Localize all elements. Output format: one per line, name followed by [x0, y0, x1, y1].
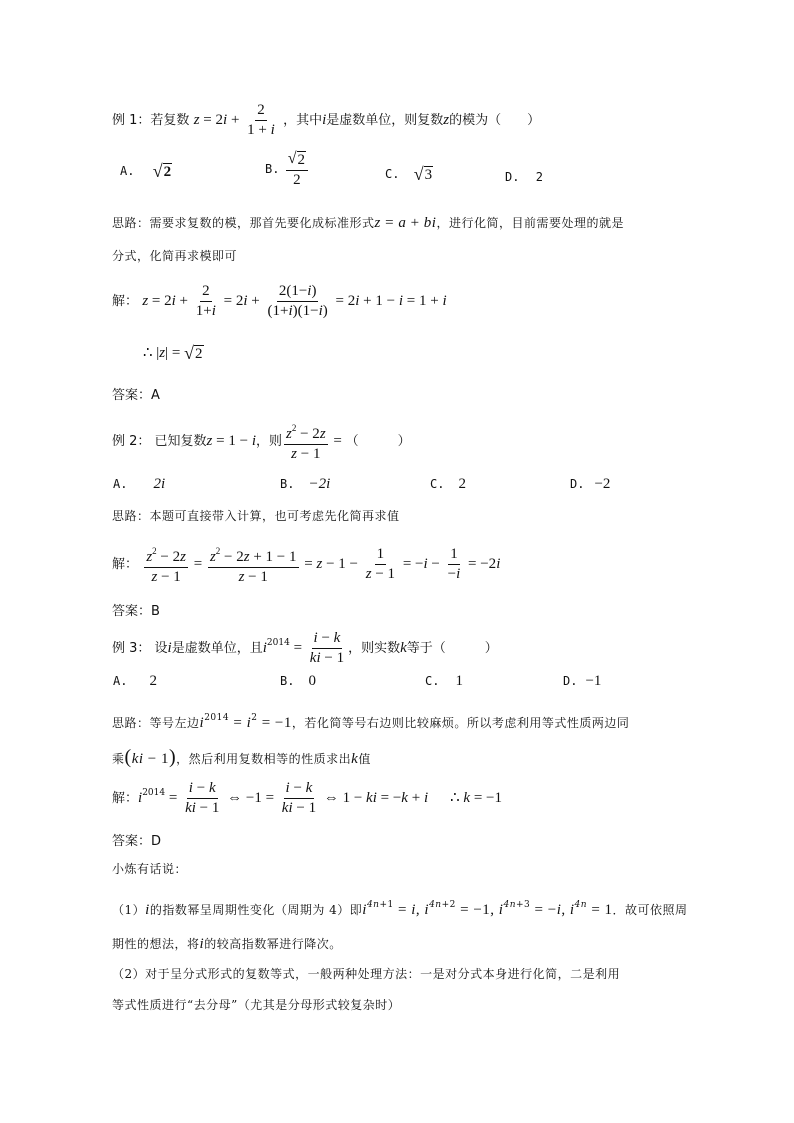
example-2-answer: 答案：B	[112, 604, 160, 619]
example-1-option-c: C. √ 3	[385, 164, 433, 184]
summary-point-1-line1: （1）i的指数幂呈周期性变化（周期为 4）即$i^{4n+1} = i$, $i^{4n+2} = -1$, $i^{4n+3} = -i$, $i^{4n} = 1$．故可依照周	[112, 900, 688, 918]
example-1-thought-line1: 思路：需要求复数的模，那首先要化成标准形式z = a + bi，进行化简，目前需要处理的就是	[112, 215, 624, 231]
example-2-option-a: A. 2i	[113, 476, 166, 492]
example-2-thought: 思路：本题可直接带入计算，也可考虑先化简再求值	[112, 509, 400, 523]
example-3-answer: 答案：D	[112, 834, 162, 849]
summary-point-1-line2: 期性的想法，将i的较高指数幂进行降次。	[112, 936, 342, 952]
summary-title: 小炼有话说：	[112, 862, 188, 876]
example-1-thought-line2: 分式，化简再求模即可	[112, 249, 238, 263]
example-3-solution: 解：$i^{2014}$ = $\frac{i - k}{ki - 1}$ ⇔ −1 = $\frac{i - k}{ki - 1}$ ⇔ 1 − ki = −k + i ∴ k = −1	[112, 780, 502, 816]
example-1-answer: 答案：A	[112, 388, 160, 403]
example-2-option-b: B. −2i	[280, 476, 331, 492]
example-2-option-c: C. 2	[430, 476, 466, 492]
example-2-question: 例 2： 已知复数z = 1 − i，则 $\frac{z^2 - 2z}{z - 1}$ = （ ）	[112, 420, 411, 463]
example-1-question: 例 1：若复数 z = 2i + $\frac{2}{1 + i}$ ，其中i是虚数单位，则复数z的模为（ ）	[112, 102, 541, 138]
example-3-option-b: B. 0	[280, 673, 316, 689]
example-3-option-c: C. 1	[425, 673, 463, 689]
example-1-modulus: ∴ |z| = √ 2	[143, 343, 203, 363]
example-2-solution: 解： $\frac{z^2 - 2z}{z - 1}$ = $\frac{z^2 - 2z + 1 - 1}{z - 1}$ = z − 1 − $\frac{1}{z - 1}$ = −i − $\frac{1}{-i}$ = −2i	[112, 543, 500, 586]
example-1-option-a: A. √ 2	[120, 161, 172, 181]
example-2-option-d: D. −2	[570, 476, 611, 492]
summary-point-2-line1: （2）对于呈分式形式的复数等式，一般两种处理方法：一是对分式本身进行化简，二是利用	[112, 967, 621, 981]
example-1-option-d: D. 2	[505, 170, 543, 184]
example-3-thought-line1: 思路：等号左边$i^{2014} = i^2 = -1$，若化简等号右边则比较麻烦。所以考虑利用等式性质两边同	[112, 713, 630, 731]
summary-point-2-line2: 等式性质进行“去分母”（尤其是分母形式较复杂时）	[112, 998, 401, 1012]
example-3-option-d: D. −1	[563, 673, 602, 689]
example-3-thought-line2: 乘(ki − 1)，然后利用复数相等的性质求出k值	[112, 746, 371, 768]
example-3-option-a: A. 2	[113, 673, 157, 689]
example-1-solution: 解： z = 2i + $\frac{2}{1+i}$ = 2i + $\frac{2(1-i)}{(1+i)(1-i)}$ = 2i + 1 − i = 1 + i	[112, 283, 447, 319]
example-1-option-b: B. √ 2 2	[265, 150, 310, 189]
example-3-question: 例 3： 设i是虚数单位，且$i^{2014}$ = $\frac{i - k}{ki - 1}$ ，则实数k等于（ ）	[112, 630, 498, 666]
